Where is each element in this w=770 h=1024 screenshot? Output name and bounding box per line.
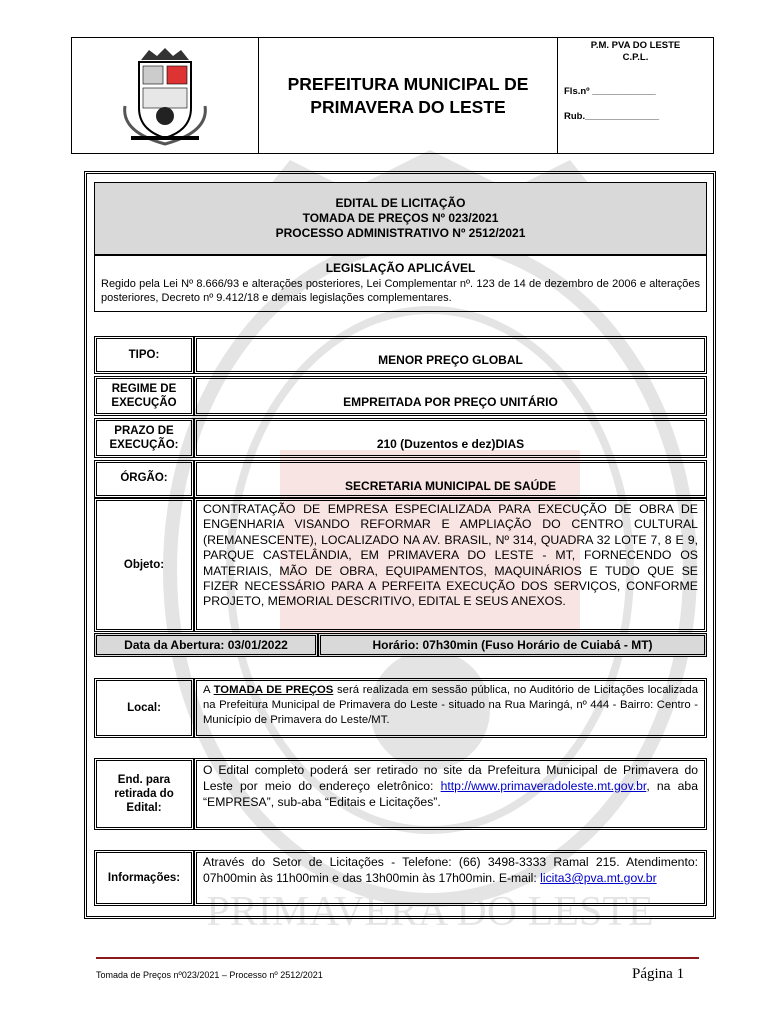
- page-number: Página 1: [632, 966, 685, 982]
- rub-field: Rub.______________: [564, 111, 660, 122]
- orgao-label: ÓRGÃO:: [94, 460, 194, 498]
- retirada-text2: , na aba “EMPRESA”, sub-aba “Editais e Licitações”.: [203, 779, 698, 809]
- tipo-value: MENOR PREÇO GLOBAL: [194, 336, 707, 374]
- footer-divider: [96, 957, 699, 959]
- regime-label: REGIME DE EXECUÇÃO: [94, 376, 194, 416]
- email-link[interactable]: licita3@pva.mt.gov.br: [540, 871, 657, 885]
- header-meta: [558, 38, 713, 153]
- pm-line2: C.P.L.: [622, 52, 649, 63]
- local-emph: TOMADA DE PREÇOS: [213, 684, 334, 696]
- legislacao-block: [94, 255, 707, 312]
- objeto-value: CONTRATAÇÃO DE EMPRESA ESPECIALIZADA PARA EXECUÇÃO DE OBRA DE ENGENHARIA VISANDO REFORMAR E AMPLIAÇÃO DO CENTRO CULTURAL (REMANESCENTE), LOCALIZADO NA AV. BRASIL, Nº 314, QUADRA 32 LOTE 7, 8 E 9, PARQUE CASTELÂNDIA, EM PRIMAVERA DO LESTE - MT, FORNECENDO OS MATERIAIS, MÃO DE OBRA, EQUIPAMENTOS, MAQUINÁRIOS E TUDO QUE SE FIZER NECESSÁRIO PARA A PERFEITA EXECUÇÃO DOS SERVIÇOS, CONFORME PROJETO, MEMORIAL DESCRITIVO, EDITAL E SEUS ANEXOS.: [194, 498, 707, 632]
- abertura-date: Data da Abertura: 03/01/2022: [94, 633, 318, 657]
- local-prefix: A: [203, 684, 214, 696]
- edital-line2: TOMADA DE PREÇOS Nº 023/2021: [302, 211, 499, 225]
- header-title-line1: PREFEITURA MUNICIPAL DE: [287, 73, 529, 94]
- local-rest: será realizada em sessão pública, no Auditório de Licitações localizada na Prefeitura Municipal de Primavera do Leste - situado na Rua Maringá, nº 444 - Bairro: Centro - Município de Primavera do Leste/MT.: [203, 684, 699, 726]
- fls-field: Fls.nº ____________: [564, 86, 656, 97]
- watermark-text: PRIMAVERA DO LESTE: [206, 889, 654, 935]
- prazo-label: PRAZO DE EXECUÇÃO:: [94, 418, 194, 458]
- informacoes-text: [194, 850, 707, 906]
- informacoes-label: Informações:: [94, 850, 194, 906]
- header-title-line2: PRIMAVERA DO LESTE: [310, 96, 506, 117]
- prazo-value: 210 (Duzentos e dez)DIAS: [194, 418, 707, 458]
- tipo-label: TIPO:: [94, 336, 194, 374]
- local-text: [194, 678, 707, 738]
- edital-line1: EDITAL DE LICITAÇÃO: [335, 196, 466, 210]
- municipal-coat-of-arms: [72, 38, 259, 153]
- retirada-text: [194, 758, 707, 830]
- informacoes-body: Através do Setor de Licitações - Telefone: (66) 3498-3333 Ramal 215. Atendimento: 07h00min às 11h00min e das 13h00min às 17h00min. E-mail:: [203, 855, 698, 885]
- orgao-value: SECRETARIA MUNICIPAL DE SAÚDE: [194, 460, 707, 498]
- document-header: [71, 37, 714, 154]
- coat-of-arms-icon: [119, 46, 211, 146]
- abertura-time: Horário: 07h30min (Fuso Horário de Cuiabá - MT): [318, 633, 707, 657]
- edital-title-block: [94, 182, 707, 255]
- legislacao-text: Regido pela Lei Nº 8.666/93 e alterações posteriores, Lei Complementar nº. 123 de 14 de dezembro de 2006 e alterações posteriores, Decreto nº 9.412/18 e demais legislações complementares.: [101, 278, 700, 304]
- edital-line3: PROCESSO ADMINISTRATIVO Nº 2512/2021: [275, 226, 526, 240]
- footer-left: Tomada de Preços nº023/2021 – Processo nº 2512/2021: [96, 970, 323, 980]
- site-link[interactable]: http://www.primaveradoleste.mt.gov.br: [440, 779, 647, 793]
- local-label: Local:: [94, 678, 194, 738]
- retirada-label: End. para retirada do Edital:: [94, 758, 194, 830]
- regime-value: EMPREITADA POR PREÇO UNITÁRIO: [194, 376, 707, 416]
- header-title: [259, 38, 558, 153]
- objeto-label: Objeto:: [94, 498, 194, 632]
- legislacao-title: LEGISLAÇÃO APLICÁVEL: [325, 261, 476, 275]
- retirada-text1: O Edital completo poderá ser retirado no site da Prefeitura Municipal de Primavera do Leste por meio do endereço eletrônico:: [203, 763, 698, 793]
- pm-line1: P.M. PVA DO LESTE: [590, 40, 681, 51]
